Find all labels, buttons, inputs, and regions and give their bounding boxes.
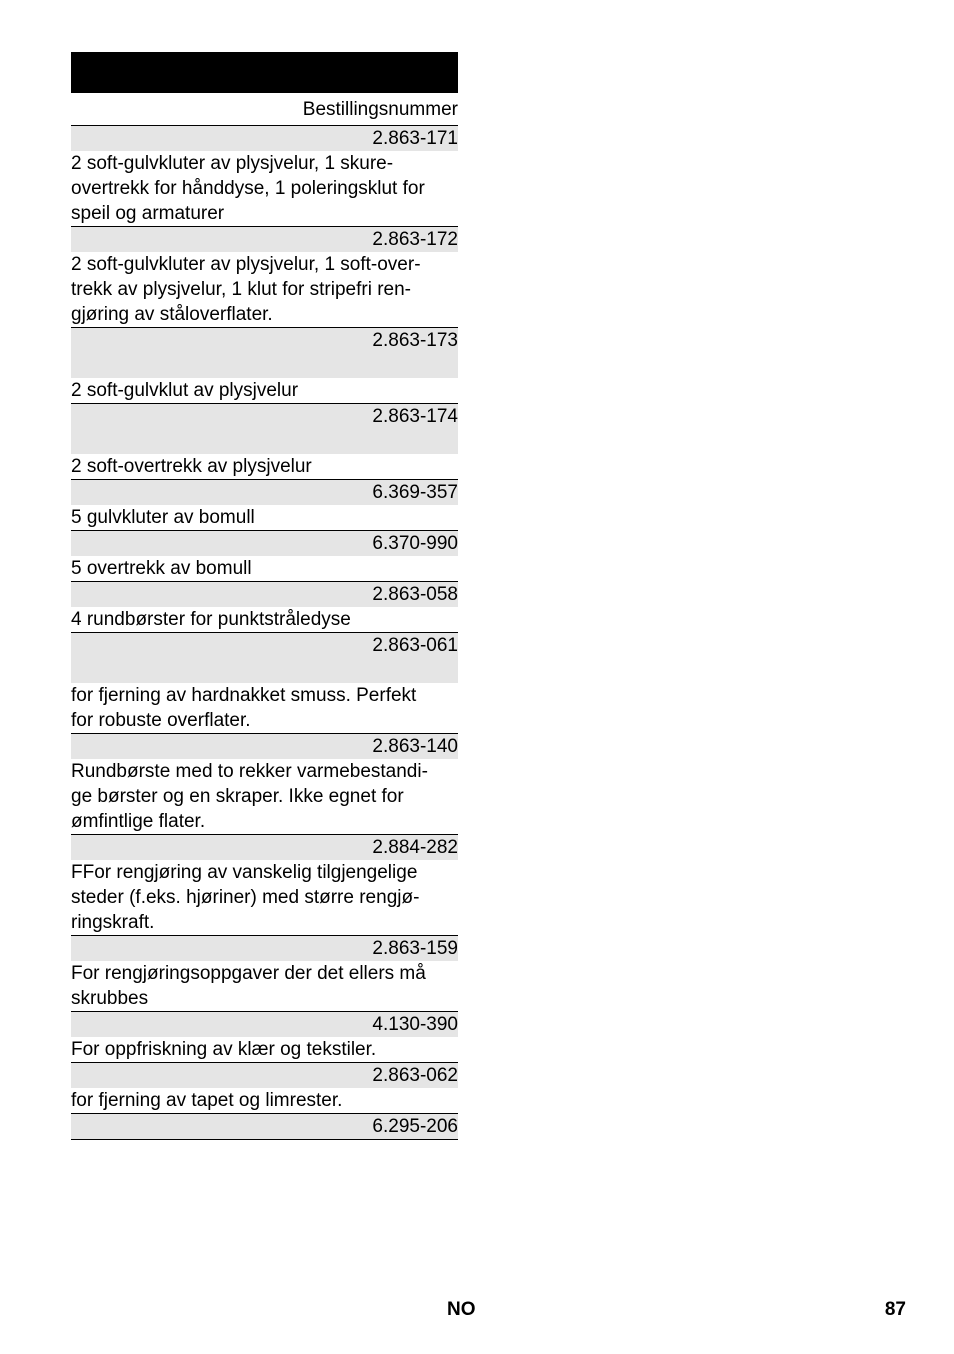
footer-language-code: NO — [447, 1299, 476, 1320]
order-number: 2.863-058 — [71, 582, 458, 607]
entry-description: For rengjøringsoppgaver der det ellers må skrubbes — [71, 961, 458, 1012]
entry-description: 5 overtrekk av bomull — [71, 556, 458, 582]
order-number-column-header: Bestillingsnummer — [71, 93, 458, 126]
entry-description: 2 soft-overtrekk av plysjvelur — [71, 454, 458, 480]
order-number: 2.863-140 — [71, 734, 458, 759]
entry-description: for fjerning av hardnakket smuss. Perfekt for robuste overflater. — [71, 683, 458, 734]
entry-description: 2 soft-gulvkluter av plysjvelur, 1 soft-over- trekk av plysjvelur, 1 klut for stripefri ren- gjøring av ståloverflater. — [71, 252, 458, 328]
accessories-table — [71, 52, 458, 1140]
order-number: 2.863-062 — [71, 1063, 458, 1088]
entry-description: 2 soft-gulvklut av plysjvelur — [71, 378, 458, 404]
entry-description: For oppfriskning av klær og tekstiler. — [71, 1037, 458, 1063]
footer-page-number: 87 — [884, 1299, 906, 1320]
order-number: 2.863-061 — [71, 633, 458, 683]
entry-description: for fjerning av tapet og limrester. — [71, 1088, 458, 1114]
order-number: 2.863-171 — [71, 126, 458, 151]
order-number: 2.863-159 — [71, 936, 458, 961]
order-number: 2.884-282 — [71, 835, 458, 860]
order-number: 2.863-172 — [71, 227, 458, 252]
table-header-bar — [71, 52, 458, 93]
entry-description: 5 gulvkluter av bomull — [71, 505, 458, 531]
entry-description — [71, 1139, 458, 1140]
order-number: 2.863-173 — [71, 328, 458, 378]
order-number: 2.863-174 — [71, 404, 458, 454]
entry-description: 2 soft-gulvkluter av plysjvelur, 1 skure- overtrekk for hånddyse, 1 poleringsklut for speil og armaturer — [71, 151, 458, 227]
order-number: 4.130-390 — [71, 1012, 458, 1037]
order-number: 6.295-206 — [71, 1114, 458, 1139]
order-number: 6.369-357 — [71, 480, 458, 505]
order-number: 6.370-990 — [71, 531, 458, 556]
entry-description: 4 rundbørster for punktstråledyse — [71, 607, 458, 633]
entry-description: FFor rengjøring av vanskelig tilgjengelige steder (f.eks. hjøriner) med større rengjø- ringskraft. — [71, 860, 458, 936]
entry-description: Rundbørste med to rekker varmebestandi- ge børster og en skraper. Ikke egnet for ømfintlige flater. — [71, 759, 458, 835]
